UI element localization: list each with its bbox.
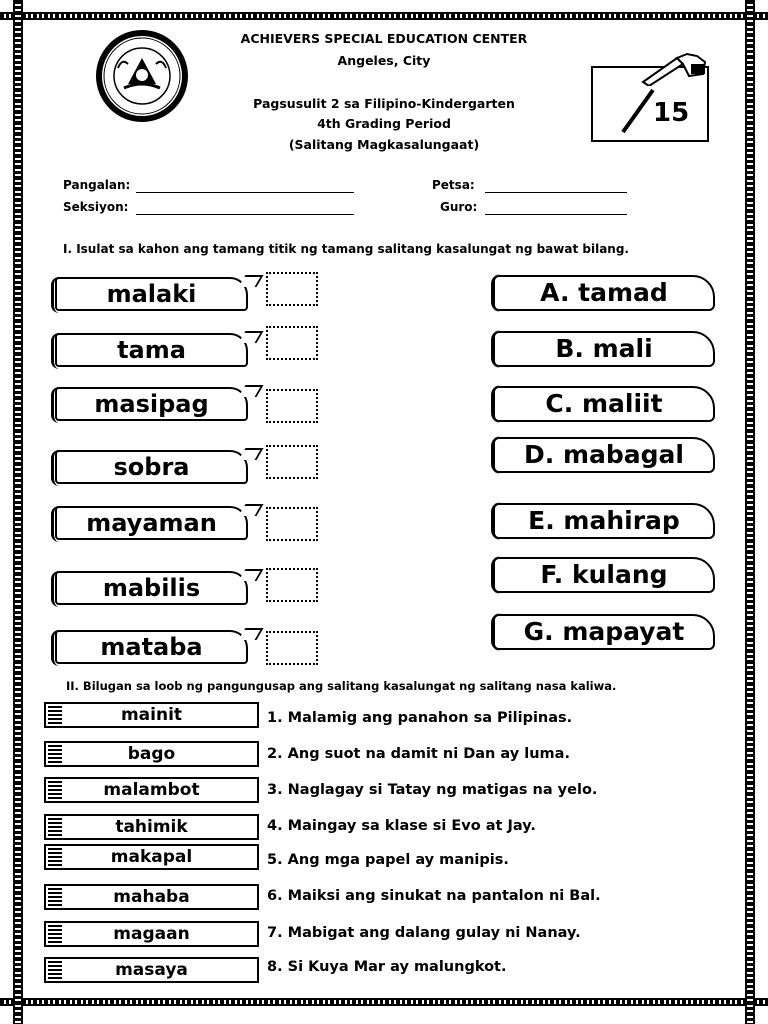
word-mainit: mainit [44, 702, 259, 728]
answer-box-2[interactable] [266, 326, 318, 360]
sentence-5[interactable]: 5. Ang mga papel ay manipis. [267, 852, 509, 868]
word-mahaba: mahaba [44, 884, 259, 910]
section-label: Seksiyon: [63, 200, 129, 214]
test-topic: (Salitang Magkasalungaat) [288, 137, 480, 152]
part1-instruction: I. Isulat sa kahon ang tamang titik ng tamang salitang kasalungat ng bawat bilang. [63, 242, 629, 256]
part2-instruction: II. Bilugan sa loob ng pangungusap ang salitang kasalungat ng salitang nasa kaliwa. [66, 679, 617, 693]
sentence-1[interactable]: 1. Malamig ang panahon sa Pilipinas. [267, 710, 573, 726]
word-makapal: makapal [44, 844, 259, 870]
word-masipag: masipag [55, 387, 248, 421]
choice-d: D. mabagal [493, 437, 715, 473]
word-magaan: magaan [44, 921, 259, 947]
word-bago: bago [44, 741, 259, 767]
choice-c: C. maliit [493, 386, 715, 422]
answer-box-5[interactable] [266, 507, 318, 541]
name-field[interactable] [136, 192, 354, 193]
border-top [0, 12, 768, 20]
sentence-8[interactable]: 8. Si Kuya Mar ay malungkot. [267, 959, 507, 975]
choice-f: F. kulang [493, 557, 715, 593]
border-right [745, 0, 755, 1024]
answer-box-1[interactable] [266, 272, 318, 306]
answer-box-6[interactable] [266, 568, 318, 602]
sentence-6[interactable]: 6. Maiksi ang sinukat na pantalon ni Bal. [267, 888, 601, 904]
border-bottom [0, 998, 768, 1006]
teacher-label: Guro: [440, 200, 478, 214]
word-mataba: mataba [55, 630, 248, 664]
date-field[interactable] [485, 192, 627, 193]
choice-g: G. mapayat [493, 614, 715, 650]
word-malambot: malambot [44, 777, 259, 803]
score-slash [619, 88, 655, 134]
choice-e: E. mahirap [493, 503, 715, 539]
school-city: Angeles, City [337, 53, 431, 68]
word-tahimik: tahimik [44, 814, 259, 840]
choice-b: B. mali [493, 331, 715, 367]
name-label: Pangalan: [63, 178, 131, 192]
word-tama: tama [55, 333, 248, 367]
sentence-3[interactable]: 3. Naglagay si Tatay ng matigas na yelo. [267, 782, 598, 798]
word-masaya: masaya [44, 957, 259, 983]
sentence-4[interactable]: 4. Maingay sa klase si Evo at Jay. [267, 818, 536, 834]
word-sobra: sobra [55, 450, 248, 484]
word-mabilis: mabilis [55, 571, 248, 605]
sentence-7[interactable]: 7. Mabigat ang dalang gulay ni Nanay. [267, 925, 581, 941]
answer-box-7[interactable] [266, 631, 318, 665]
test-title: Pagsusulit 2 sa Filipino-Kindergarten [253, 96, 515, 111]
teacher-field[interactable] [485, 214, 627, 215]
date-label: Petsa: [432, 178, 475, 192]
border-left [13, 0, 23, 1024]
word-malaki: malaki [55, 277, 248, 311]
choice-a: A. tamad [493, 275, 715, 311]
answer-box-3[interactable] [266, 389, 318, 423]
section-field[interactable] [136, 214, 354, 215]
pencil-hand-icon [637, 52, 709, 86]
word-mayaman: mayaman [55, 506, 248, 540]
score-total: 15 [653, 98, 690, 128]
grading-period: 4th Grading Period [317, 116, 451, 131]
answer-box-4[interactable] [266, 445, 318, 479]
sentence-2[interactable]: 2. Ang suot na damit ni Dan ay luma. [267, 746, 570, 762]
school-name: ACHIEVERS SPECIAL EDUCATION CENTER [240, 31, 528, 46]
score-box [591, 66, 709, 142]
